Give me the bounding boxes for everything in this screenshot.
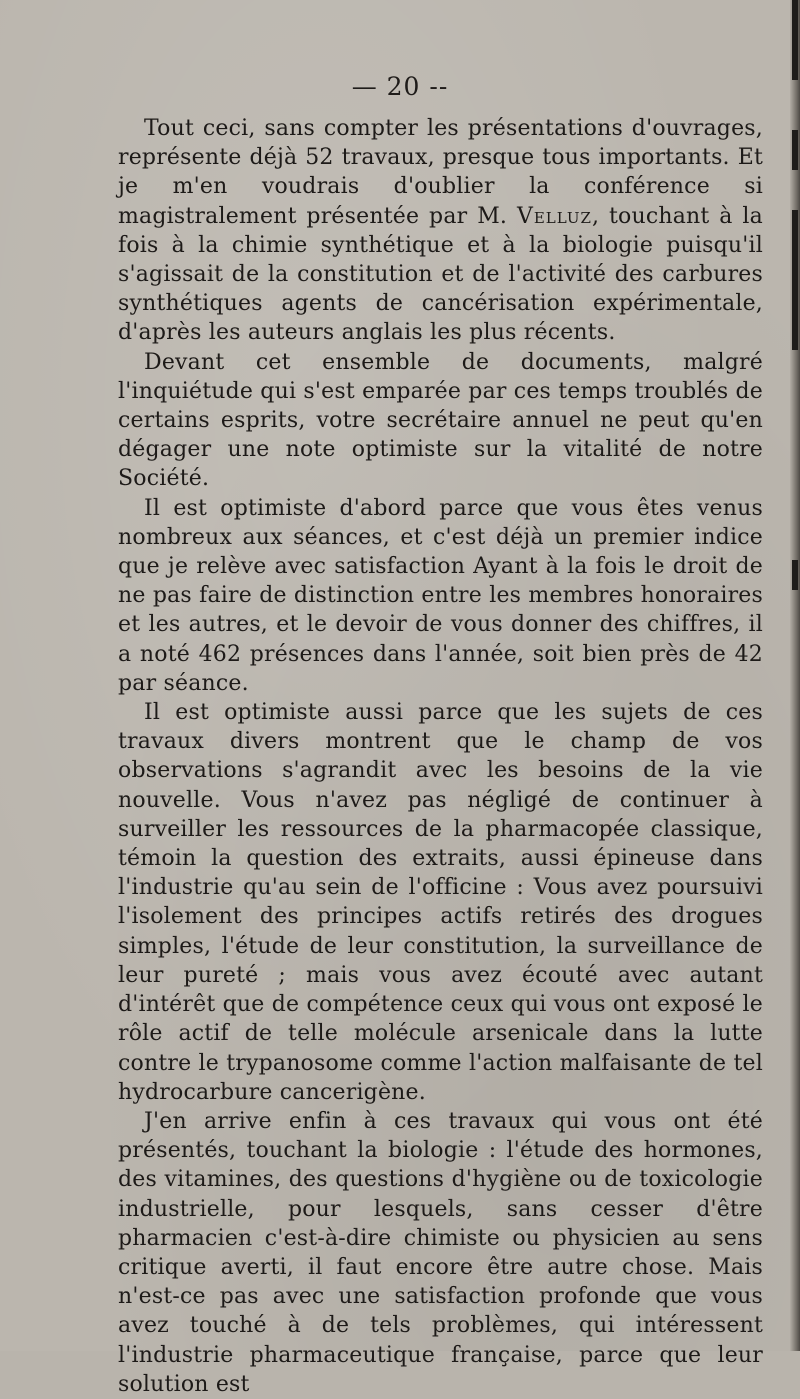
- paragraph-1-end: , touchant à la fois à la chimie synthétique et à la biologie puisqu'il s'agissait de la constitution et de l'activité des carbures synthétiques agents de cancérisation expérimentale, d'après les auteurs anglais les plus récents.: [118, 203, 763, 346]
- edge-mark: [792, 560, 798, 590]
- body-text: [118, 114, 763, 1399]
- paragraph-4: Il est optimiste aussi parce que les sujets de ces travaux divers montrent que le champ de vos observations s'agrandit avec les besoins de la vie nouvelle. Vous n'avez pas négligé de continuer à surveiller les ressources de la pharmacopée classique, témoin la question des extraits, aussi épineuse dans l'industrie qu'au sein de l'officine : Vous avez poursuivi l'isolement des principes actifs retirés des drogues simples, l'étude de leur constitution, la surveillance de leur pureté ; mais vous avez écouté avec autant d'intérêt que de compétence ceux qui vous ont exposé le rôle actif de telle molécule arsenicale dans la lutte contre le trypanosome comme l'action malfaisante de tel hydrocarbure cancerigène.: [118, 700, 763, 1105]
- page-edge-shadow: [790, 0, 800, 1351]
- author-name: Velluz: [516, 203, 592, 229]
- paragraph-1: [118, 114, 763, 348]
- page-number: — 20 --: [351, 72, 449, 101]
- paragraph-1-start: Tout ceci, sans compter les présentations d'ouvrages, représente déjà 52 travaux, presque tous importants. Et je m'en voudrais d'oublier la conférence si magistralement présentée par M.: [118, 116, 763, 229]
- paragraph-5: J'en arrive enfin à ces travaux qui vous ont été présentés, touchant la biologie : l'étude des hormones, des vitamines, des questions d'hygiène ou de toxicologie industrielle, pour lesquels, sans cesser d'être pharmacien c'est-à-dire chimiste ou physicien au sens critique averti, il faut encore être autre chose. Mais n'est-ce pas avec une satisfaction profonde que vous avez touché à de tels problèmes, qui intéressent l'industrie pharmaceutique française, parce que leur solution est: [118, 1108, 763, 1397]
- edge-mark: [792, 0, 798, 80]
- paragraph-2: Devant cet ensemble de documents, malgré l'inquiétude qui s'est emparée par ces temps troublés de certains esprits, votre secrétaire annuel ne peut qu'en dégager une note optimiste sur la vitalité de notre Société.: [118, 349, 764, 492]
- paragraph-3: Il est optimiste d'abord parce que vous êtes venus nombreux aux séances, et c'est déjà un premier indice que je relève avec satisfaction Ayant à la fois le droit de ne pas faire de distinction entre les membres honoraires et les autres, et le devoir de vous donner des chiffres, il a noté 462 présences dans l'année, soit bien près de 42 par séance.: [118, 495, 763, 696]
- edge-mark: [792, 130, 798, 170]
- edge-mark: [792, 210, 798, 350]
